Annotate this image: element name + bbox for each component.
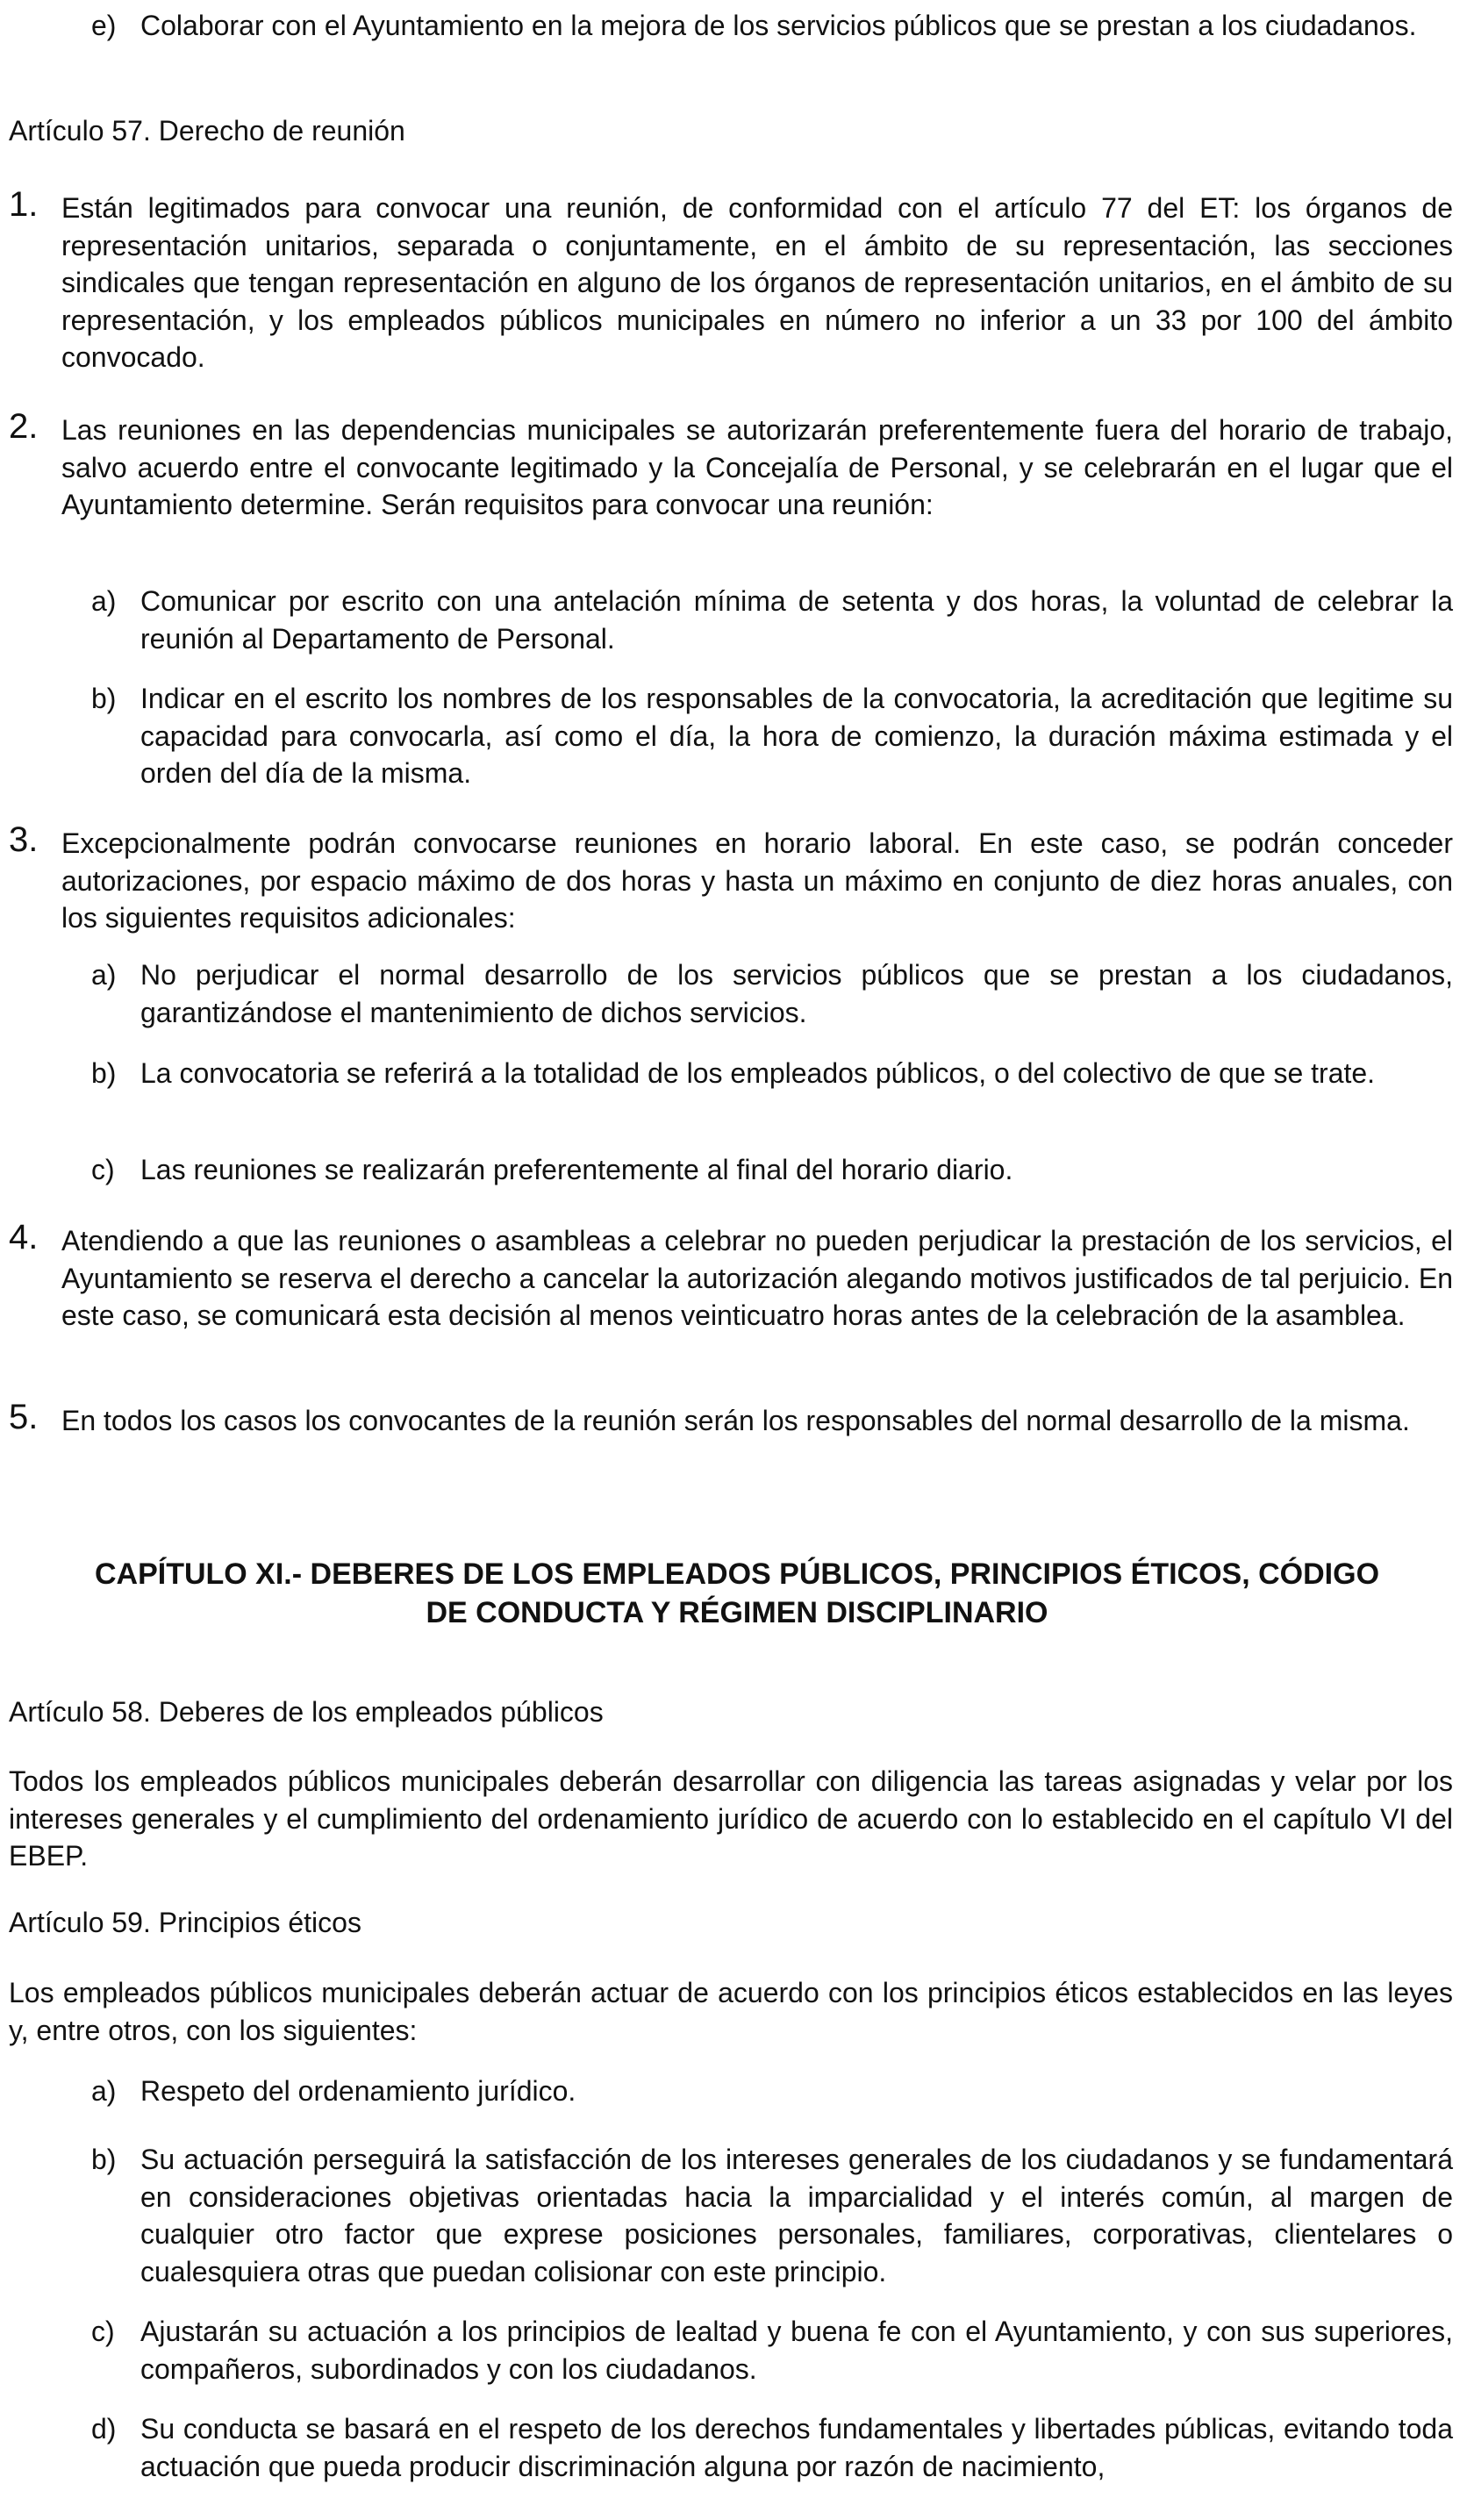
list-item-text: Su conducta se basará en el respeto de los derechos fundamentales y libertades públicas, evitando toda actuación que pueda producir discriminación alguna por razón de nacimiento,: [140, 2413, 1453, 2482]
article-title: Artículo 58. Deberes de los empleados públicos: [9, 1696, 604, 1728]
list-item-text: Su actuación perseguirá la satisfacción de los intereses generales de los ciudadanos y se fundamentará en consideraciones objetivas orientadas hacia la imparcialidad y el interés común, al margen de cualquier otro factor que exprese posiciones personales, familiares, corporativas, clientelares o cualesquiera otras que puedan colisionar con este principio.: [140, 2144, 1453, 2287]
list-marker: b): [91, 2144, 117, 2175]
item-text: En todos los casos los convocantes de la reunión serán los responsables del normal desarrollo de la misma.: [61, 1405, 1410, 1436]
list-marker: a): [91, 585, 117, 617]
item-number: 1.: [9, 185, 39, 224]
item-text: Las reuniones en las dependencias municipales se autorizarán preferentemente fuera del horario de trabajo, salvo acuerdo entre el convocante legitimado y la Concejalía de Personal, y se celebrarán en el lugar que el Ayuntamiento determine. Serán requisitos para convocar una reunión:: [61, 414, 1453, 520]
list-item-text: Respeto del ordenamiento jurídico.: [140, 2075, 576, 2107]
list-marker: a): [91, 2075, 117, 2107]
list-item-text: La convocatoria se referirá a la totalidad de los empleados públicos, o del colectivo de que se trate.: [140, 1057, 1376, 1089]
list-item-text: No perjudicar el normal desarrollo de los servicios públicos que se prestan a los ciudadanos, garantizándose el mantenimiento de dichos servicios.: [140, 959, 1453, 1028]
list-marker: e): [91, 10, 117, 41]
list-item-text: Ajustarán su actuación a los principios de lealtad y buena fe con el Ayuntamiento, y con sus superiores, compañeros, subordinados y con los ciudadanos.: [140, 2316, 1453, 2385]
list-item-text: Indicar en el escrito los nombres de los responsables de la convocatoria, la acreditación que legitime su capacidad para convocarla, así como el día, la hora de comienzo, la duración máxima estimada y el orden del día de la misma.: [140, 683, 1453, 789]
list-marker: c): [91, 2316, 115, 2347]
item-number: 3.: [9, 820, 39, 859]
list-marker: a): [91, 959, 117, 991]
article-title: Artículo 57. Derecho de reunión: [9, 115, 405, 147]
article-title: Artículo 59. Principios éticos: [9, 1907, 361, 1938]
item-text: Atendiendo a que las reuniones o asambleas a celebrar no pueden perjudicar la prestación de los servicios, el Ayuntamiento se reserva el derecho a cancelar la autorización alegando motivos justificados de tal perjuicio. En este caso, se comunicará esta decisión al menos veinticuatro horas antes de la celebración de la asamblea.: [61, 1225, 1453, 1331]
article-text: Todos los empleados públicos municipales deberán desarrollar con diligencia las tareas asignadas y velar por los intereses generales y el cumplimiento del ordenamiento jurídico de acuerdo con lo establecido en el capítulo VI del EBEP.: [9, 1765, 1453, 1872]
list-marker: b): [91, 1057, 117, 1089]
item-text: Están legitimados para convocar una reunión, de conformidad con el artículo 77 del ET: los órganos de representación unitarios, separada o conjuntamente, en el ámbito de su representación, las secciones sindicales que tengan representación en alguno de los órganos de representación unitarios, en el ámbito de su representación, y los empleados públicos municipales en número no inferior a un 33 por 100 del ámbito convocado.: [61, 192, 1453, 373]
chapter-heading-line-2: DE CONDUCTA Y RÉGIMEN DISCIPLINARIO: [426, 1596, 1048, 1629]
item-text: Excepcionalmente podrán convocarse reuniones en horario laboral. En este caso, se podrán conceder autorizaciones, por espacio máximo de dos horas y hasta un máximo en conjunto de diez horas anuales, con los siguientes requisitos adicionales:: [61, 827, 1453, 934]
item-number: 2.: [9, 407, 39, 446]
chapter-heading-line-1: CAPÍTULO XI.- DEBERES DE LOS EMPLEADOS PÚBLICOS, PRINCIPIOS ÉTICOS, CÓDIGO: [94, 1557, 1380, 1591]
list-item-text: Las reuniones se realizarán preferentemente al final del horario diario.: [140, 1154, 1013, 1185]
article-intro: Los empleados públicos municipales deberán actuar de acuerdo con los principios éticos establecidos en las leyes y, entre otros, con los siguientes:: [9, 1977, 1453, 2046]
item-number: 4.: [9, 1218, 39, 1256]
list-marker: b): [91, 683, 117, 714]
list-marker: d): [91, 2413, 117, 2445]
list-item-text: Colaborar con el Ayuntamiento en la mejora de los servicios públicos que se prestan a los ciudadanos.: [140, 10, 1417, 41]
item-number: 5.: [9, 1398, 39, 1436]
list-item-text: Comunicar por escrito con una antelación mínima de setenta y dos horas, la voluntad de celebrar la reunión al Departamento de Personal.: [140, 585, 1453, 655]
list-marker: c): [91, 1154, 115, 1185]
